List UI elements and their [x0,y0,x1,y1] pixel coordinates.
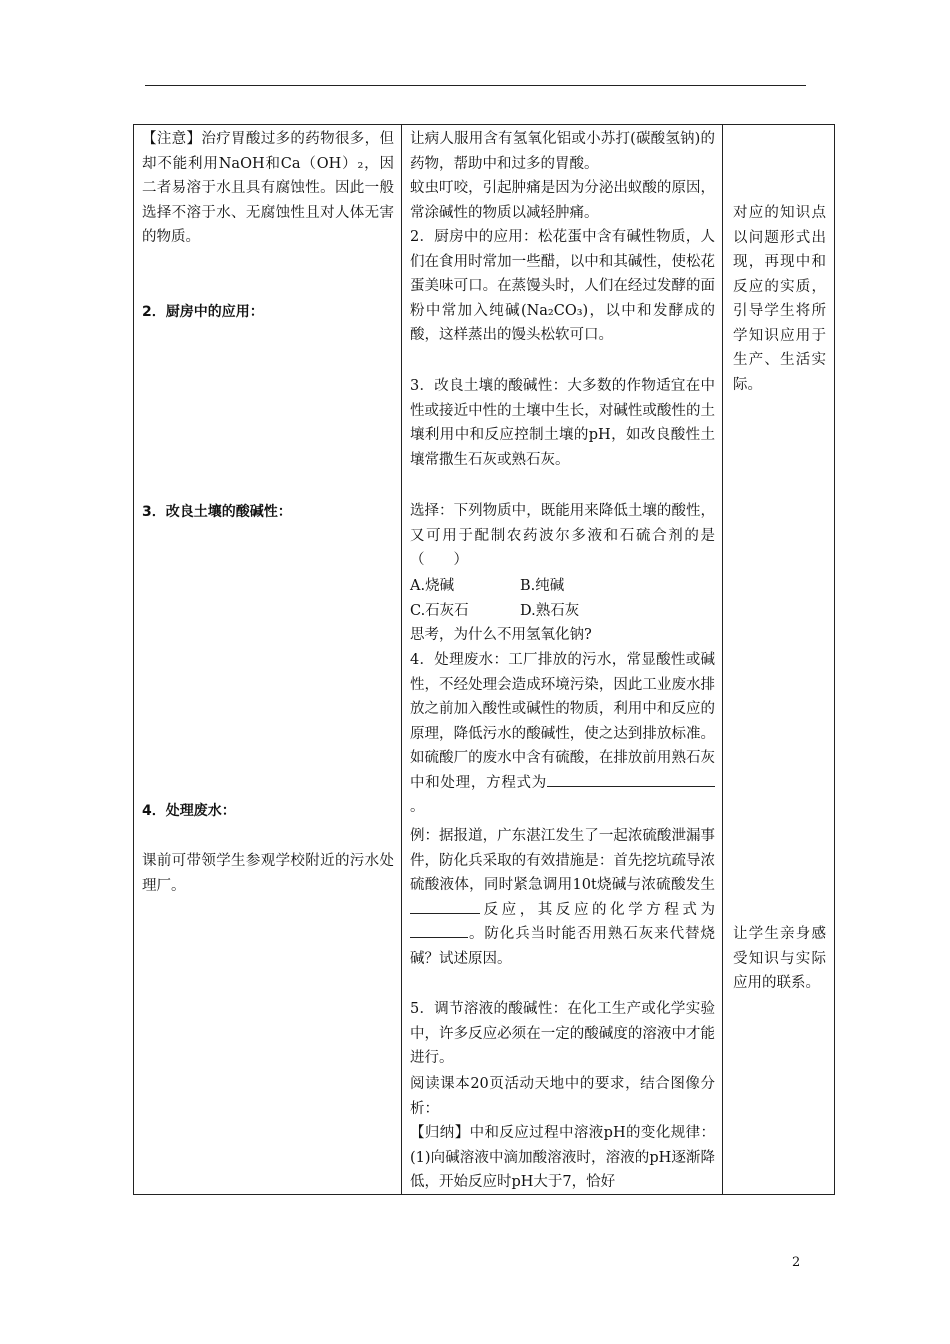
wastewater-paragraph [410,648,715,820]
soil-paragraph: 3．改良土壤的酸碱性：大多数的作物适宜在中性或接近中性的土壤中生长，对碱性或酸性的土壤利用中和反应控制土壤的pH，如改良酸性土壤常撒生石灰或熟石灰。 [410,378,715,468]
insect-bite-paragraph: 蚊虫叮咬，引起肿痛是因为分泌出蚁酸的原因，常涂碱性的物质以减轻肿痛。 [410,180,715,221]
example-text-b: 反应，其反应的化学方程式为 [480,901,715,918]
think-question: 思考，为什么不用氢氧化钠? [410,627,592,643]
example-text-a: 例：据报道，广东湛江发生了一起浓硫酸泄漏事件，防化兵采取的有效措施是：首先挖坑疏导浓硫酸液体，同时紧急调用10t烧碱与浓硫酸发生 [410,828,715,893]
equation-blank-2 [410,922,468,938]
page-number: 2 [792,1255,801,1270]
header-rule [145,85,806,86]
wastewater-text: 4．处理废水：工厂排放的污水，常显酸性或碱性，不经处理会造成环境污染，因此工业废水排放之前加入酸性或碱性的物质，利用中和反应的原理，降低污水的酸碱性，使之达到排放标准。如硫酸厂的废水中含有硫酸，在排放前用熟石灰中和处理，方程式为 [410,652,715,791]
select-question: 选择：下列物质中，既能用来降低土壤的酸性，又可用于配制农药波尔多液和石硫合剂的是（ ） [410,503,715,568]
design-intent-note-2: 让学生亲身感受知识与实际应用的联系。 [733,926,826,991]
option-c: C.石灰石 [410,603,469,619]
right-column [723,125,834,1194]
design-intent-note-1: 对应的知识点以问题形式出现，再现中和反应的实质，引导学生将所学知识应用于生产、生活实际。 [733,205,826,393]
stomach-paragraph: 让病人服用含有氢氧化铝或小苏打(碳酸氢钠)的药物，帮助中和过多的胃酸。 [410,131,715,172]
heading-kitchen: 2．厨房中的应用： [142,304,264,320]
option-b: B.纯碱 [520,578,565,594]
reaction-type-blank [410,898,480,914]
adjust-ph-paragraph: 5．调节溶液的酸碱性：在化工生产或化学实验中，许多反应必须在一定的酸碱度的溶液中才能进行。 [410,1001,715,1066]
middle-column [402,125,723,1194]
heading-soil: 3．改良土壤的酸碱性： [142,504,292,520]
heading-wastewater: 4．处理废水： [142,803,236,819]
example-paragraph [410,824,715,971]
kitchen-paragraph: 2．厨房中的应用：松花蛋中含有碱性物质，人们在食用时常加一些醋，以中和其碱性，使松花蛋美味可口。在蒸馒头时，人们在经过发酵的面粉中常加入纯碱(Na₂CO₃)，以中和发酵成的酸，这样蒸出的馒头松软可口。 [410,229,715,343]
option-d: D.熟石灰 [520,603,580,619]
option-a: A.烧碱 [410,578,455,594]
summary-paragraph: 【归纳】中和反应过程中溶液pH的变化规律：(1)向碱溶液中滴加酸溶液时，溶液的pH逐渐降低，开始反应时pH大于7，恰好 [410,1125,715,1190]
left-column [134,125,402,1194]
equation-blank-1 [547,771,715,787]
wastewater-end: 。 [410,799,425,815]
lesson-table [133,124,835,1195]
tip-paragraph: 课前可带领学生参观学校附近的污水处理厂。 [142,853,394,894]
example-text-c: 。防化兵当时能否用熟石灰来代替烧碱？试述原因。 [410,926,715,967]
reading-task: 阅读课本20页活动天地中的要求，结合图像分析： [410,1076,715,1117]
note-paragraph: 【注意】治疗胃酸过多的药物很多，但却不能利用NaOH和Ca（OH）₂，因二者易溶于水且具有腐蚀性。因此一般选择不溶于水、无腐蚀性且对人体无害的物质。 [142,131,394,245]
